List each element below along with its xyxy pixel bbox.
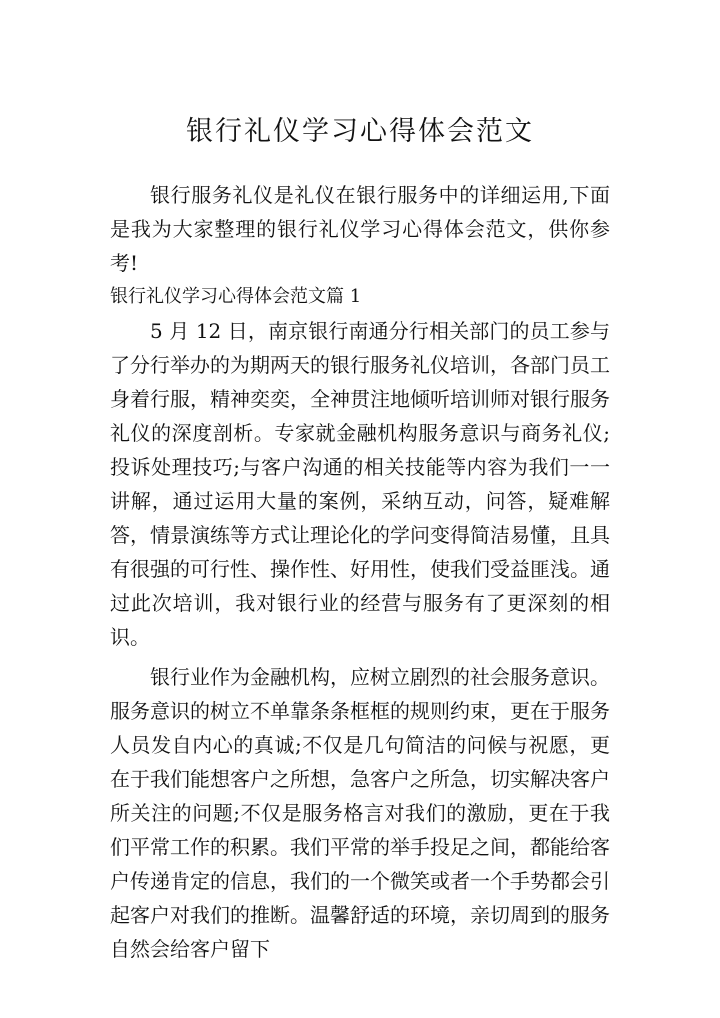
section-heading: 银行礼仪学习心得体会范文篇 1 xyxy=(110,286,362,307)
body-paragraph-2: 银行业作为金融机构，应树立剧烈的社会服务意识。服务意识的树立不单靠条条框框的规则约束，更在于服务人员发自内心的真诚;不仅是几句简洁的问候与祝愿，更在于我们能想客户之所想，急客户之所急，切实解决客户所关注的问题;不仅是服务格言对我们的激励，更在于我们平常工作的积累。我们平常的举手投足之间，都能给客户传递肯定的信息，我们的一个微笑或者一个手势都会引起客户对我们的推断。温馨舒适的环境，亲切周到的服务自然会给客户留下 xyxy=(110,665,610,961)
document-title: 银行礼仪学习心得体会范文 xyxy=(186,116,534,147)
document-body xyxy=(110,178,610,966)
intro-paragraph: 银行服务礼仪是礼仪在银行服务中的详细运用,下面是我为大家整理的银行礼仪学习心得体会范文，供你参考! xyxy=(110,183,610,275)
body-paragraph-1: 5 月 12 日，南京银行南通分行相关部门的员工参与了分行举办的为期两天的银行服务礼仪培训，各部门员工身着行服，精神奕奕，全神贯注地倾听培训师对银行服务礼仪的深度剖析。专家就金融机构服务意识与商务礼仪;投诉处理技巧;与客户沟通的相关技能等内容为我们一一讲解，通过运用大量的案例，采纳互动，问答，疑难解答，情景演练等方式让理论化的学问变得简洁易懂，且具有很强的可行性、操作性、好用性，使我们受益匪浅。通过此次培训，我对银行业的经营与服务有了更深刻的相识。 xyxy=(110,319,610,649)
